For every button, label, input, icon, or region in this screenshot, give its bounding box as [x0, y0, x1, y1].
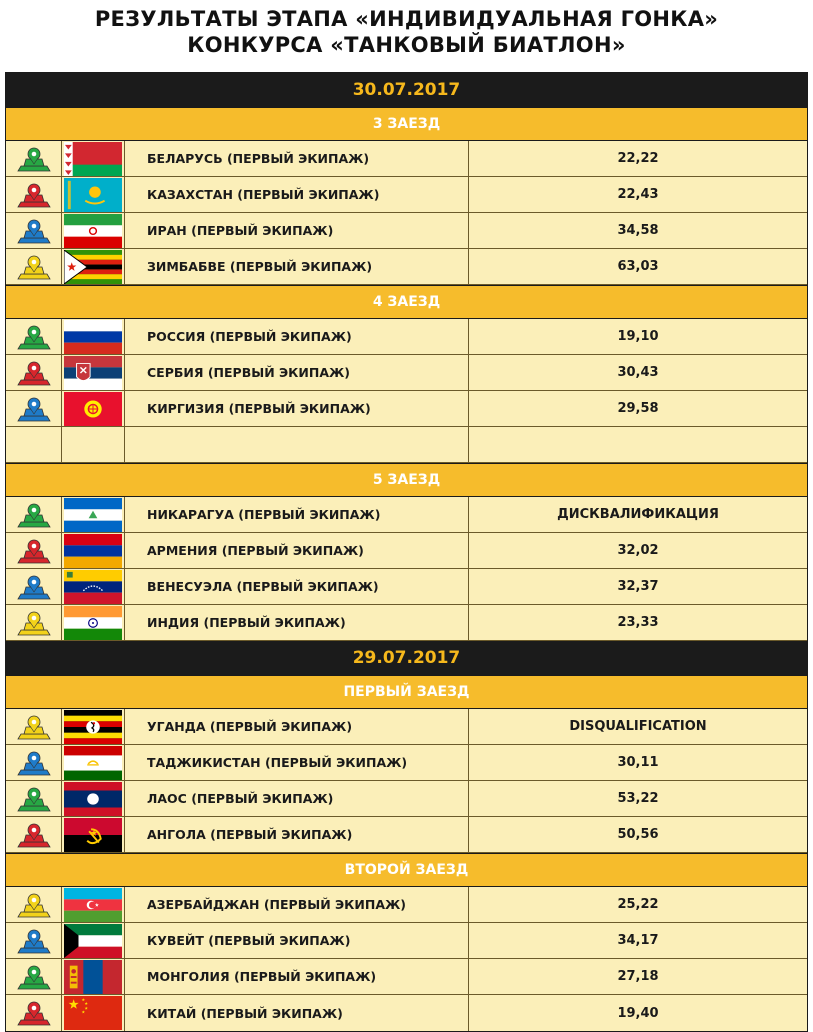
table-row — [6, 923, 807, 959]
tank-cell — [6, 995, 62, 1031]
heat-header: 4 ЗАЕЗД — [6, 285, 807, 319]
tank-icon — [16, 891, 52, 919]
table-row — [6, 959, 807, 995]
tank-icon — [16, 323, 52, 351]
flag-cell — [62, 709, 124, 744]
result-value — [469, 427, 807, 462]
tank-icon — [16, 749, 52, 777]
crew-name: БЕЛАРУСЬ (ПЕРВЫЙ ЭКИПАЖ) — [124, 141, 469, 176]
crew-name: КУВЕЙТ (ПЕРВЫЙ ЭКИПАЖ) — [124, 923, 469, 958]
tank-cell — [6, 533, 62, 568]
flag-zimbabwe-icon — [64, 250, 122, 284]
date-header: 30.07.2017 — [6, 73, 807, 107]
tank-icon — [16, 713, 52, 741]
result-value: 34,58 — [617, 223, 659, 238]
crew-name: ИРАН (ПЕРВЫЙ ЭКИПАЖ) — [124, 213, 469, 248]
tank-icon — [16, 963, 52, 991]
result-value: 27,18 — [617, 969, 659, 984]
tank-cell — [6, 319, 62, 354]
tank-cell — [6, 605, 62, 640]
flag-cell — [62, 923, 124, 958]
flag-belarus-icon — [64, 142, 122, 176]
result-value: 29,58 — [617, 401, 659, 416]
table-row — [6, 569, 807, 605]
tank-icon — [16, 927, 52, 955]
tank-cell — [6, 781, 62, 816]
crew-name: ТАДЖИКИСТАН (ПЕРВЫЙ ЭКИПАЖ) — [124, 745, 469, 780]
table-row — [6, 213, 807, 249]
flag-angola-icon — [64, 818, 122, 852]
flag-cell — [62, 817, 124, 852]
flag-cell — [62, 533, 124, 568]
tank-cell — [6, 497, 62, 532]
tank-cell — [6, 569, 62, 604]
tank-cell — [6, 959, 62, 994]
tank-icon — [16, 253, 52, 281]
results-table — [5, 72, 808, 1032]
flag-iran-icon — [64, 214, 122, 248]
flag-cell — [62, 213, 124, 248]
flag-kazakhstan-icon — [64, 178, 122, 212]
flag-cell — [62, 141, 124, 176]
table-row — [6, 995, 807, 1031]
tank-icon — [16, 999, 52, 1027]
result-value: 32,37 — [617, 579, 659, 594]
tank-cell — [6, 355, 62, 390]
crew-name: ЗИМБАБВЕ (ПЕРВЫЙ ЭКИПАЖ) — [124, 249, 469, 284]
tank-icon — [16, 573, 52, 601]
tank-icon — [16, 181, 52, 209]
result-value: 32,02 — [617, 543, 659, 558]
result-value: 19,40 — [617, 1005, 659, 1021]
flag-kuwait-icon — [64, 924, 122, 958]
table-row — [6, 887, 807, 923]
table-row — [6, 781, 807, 817]
flag-cell — [62, 569, 124, 604]
result-value: 25,22 — [617, 897, 659, 912]
tank-icon — [16, 821, 52, 849]
flag-cell — [62, 177, 124, 212]
tank-cell — [6, 249, 62, 284]
flag-tajikistan-icon — [64, 746, 122, 780]
crew-name: ВЕНЕСУЭЛА (ПЕРВЫЙ ЭКИПАЖ) — [124, 569, 469, 604]
table-row — [6, 249, 807, 285]
tank-cell — [6, 177, 62, 212]
result-value: 34,17 — [617, 933, 659, 948]
result-value: 22,22 — [617, 151, 659, 166]
tank-icon — [16, 217, 52, 245]
flag-cell — [62, 887, 124, 922]
tank-cell — [6, 213, 62, 248]
flag-azerbaijan-icon — [64, 888, 122, 922]
tank-cell — [6, 923, 62, 958]
result-value: 53,22 — [617, 791, 659, 806]
crew-name: УГАНДА (ПЕРВЫЙ ЭКИПАЖ) — [124, 709, 469, 744]
tank-icon — [16, 145, 52, 173]
tank-cell — [6, 141, 62, 176]
crew-name: ЛАОС (ПЕРВЫЙ ЭКИПАЖ) — [124, 781, 469, 816]
flag-cell — [62, 497, 124, 532]
title-line-2: КОНКУРСА «ТАНКОВЫЙ БИАТЛОН» — [187, 33, 626, 57]
flag-india-icon — [64, 606, 122, 640]
table-row — [6, 709, 807, 745]
flag-cell — [62, 959, 124, 994]
result-value: ДИСКВАЛИФИКАЦИЯ — [557, 507, 719, 522]
flag-cell — [62, 781, 124, 816]
result-value: 50,56 — [617, 827, 659, 842]
flag-kyrgyzstan-icon — [64, 392, 122, 426]
crew-name: СЕРБИЯ (ПЕРВЫЙ ЭКИПАЖ) — [124, 355, 469, 390]
crew-name — [124, 427, 469, 462]
crew-name: АЗЕРБАЙДЖАН (ПЕРВЫЙ ЭКИПАЖ) — [124, 887, 469, 922]
title-line-1: РЕЗУЛЬТАТЫ ЭТАПА «ИНДИВИДУАЛЬНАЯ ГОНКА» — [94, 7, 719, 31]
result-value: 63,03 — [617, 259, 659, 274]
heat-header: ВТОРОЙ ЗАЕЗД — [6, 853, 807, 887]
table-row — [6, 533, 807, 569]
tank-icon — [16, 609, 52, 637]
flag-cell — [62, 355, 124, 390]
table-row — [6, 177, 807, 213]
heat-header: ПЕРВЫЙ ЗАЕЗД — [6, 675, 807, 709]
tank-icon — [16, 501, 52, 529]
table-row — [6, 427, 807, 463]
flag-venezuela-icon — [64, 570, 122, 604]
result-value: 19,10 — [617, 329, 659, 344]
flag-cell — [62, 745, 124, 780]
tank-cell — [6, 391, 62, 426]
table-row — [6, 605, 807, 641]
tank-cell — [6, 745, 62, 780]
tank-icon — [16, 785, 52, 813]
flag-uganda-icon — [64, 710, 122, 744]
table-row — [6, 319, 807, 355]
result-value: 30,43 — [617, 365, 659, 380]
flag-cell — [62, 427, 124, 462]
flag-laos-icon — [64, 782, 122, 816]
crew-name: АРМЕНИЯ (ПЕРВЫЙ ЭКИПАЖ) — [124, 533, 469, 568]
flag-russia-icon — [64, 320, 122, 354]
flag-nicaragua-icon — [64, 498, 122, 532]
table-row — [6, 355, 807, 391]
flag-cell — [62, 391, 124, 426]
flag-mongolia-icon — [64, 960, 122, 994]
result-value: 23,33 — [617, 615, 659, 630]
heat-header: 5 ЗАЕЗД — [6, 463, 807, 497]
tank-icon — [16, 395, 52, 423]
flag-cell — [62, 249, 124, 284]
crew-name: АНГОЛА (ПЕРВЫЙ ЭКИПАЖ) — [124, 817, 469, 852]
flag-cell — [62, 319, 124, 354]
tank-icon — [16, 537, 52, 565]
crew-name: КАЗАХСТАН (ПЕРВЫЙ ЭКИПАЖ) — [124, 177, 469, 212]
flag-china-icon — [64, 996, 122, 1030]
table-row — [6, 391, 807, 427]
crew-name: РОССИЯ (ПЕРВЫЙ ЭКИПАЖ) — [124, 319, 469, 354]
flag-serbia-icon — [64, 356, 122, 390]
crew-name: МОНГОЛИЯ (ПЕРВЫЙ ЭКИПАЖ) — [124, 959, 469, 994]
crew-name: ИНДИЯ (ПЕРВЫЙ ЭКИПАЖ) — [124, 605, 469, 640]
crew-name: КИТАЙ (ПЕРВЫЙ ЭКИПАЖ) — [124, 995, 469, 1031]
table-row — [6, 745, 807, 781]
tank-cell — [6, 709, 62, 744]
tank-icon — [16, 359, 52, 387]
table-row — [6, 817, 807, 853]
table-row — [6, 141, 807, 177]
result-value: DISQUALIFICATION — [569, 719, 707, 734]
result-value: 22,43 — [617, 187, 659, 202]
tank-cell — [6, 887, 62, 922]
crew-name: НИКАРАГУА (ПЕРВЫЙ ЭКИПАЖ) — [124, 497, 469, 532]
tank-cell — [6, 427, 62, 462]
flag-armenia-icon — [64, 534, 122, 568]
tank-cell — [6, 817, 62, 852]
page-title — [0, 0, 813, 58]
flag-cell — [62, 605, 124, 640]
result-value: 30,11 — [617, 755, 659, 770]
date-header: 29.07.2017 — [6, 641, 807, 675]
table-row — [6, 497, 807, 533]
crew-name: КИРГИЗИЯ (ПЕРВЫЙ ЭКИПАЖ) — [124, 391, 469, 426]
heat-header: 3 ЗАЕЗД — [6, 107, 807, 141]
flag-cell — [62, 995, 124, 1031]
